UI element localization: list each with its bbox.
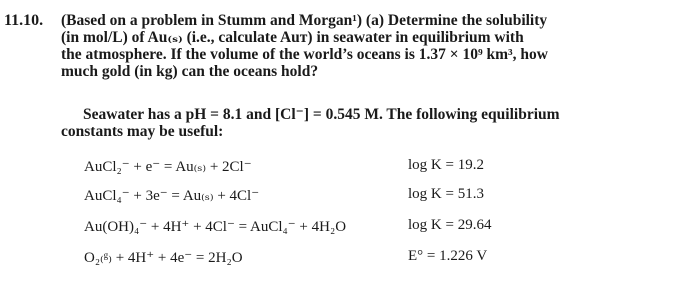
equilibrium-reaction: Au(OH)₄⁻ + 4H⁺ + 4Cl⁻ = AuCl₄⁻ + 4H₂O bbox=[84, 219, 347, 235]
statement-line: much gold (in kg) can the oceans hold? bbox=[61, 63, 319, 80]
equilibrium-constant: E° = 1.226 V bbox=[408, 248, 488, 264]
statement-line: the atmosphere. If the volume of the world’s oceans is 1.37 × 10⁹ km³, how bbox=[61, 46, 548, 63]
equilibrium-constant: log K = 51.3 bbox=[408, 186, 484, 202]
problem-statement bbox=[61, 12, 691, 80]
conditions-line: Seawater has a pH = 8.1 and [Cl⁻] = 0.545 M. The following equilibrium bbox=[83, 106, 560, 123]
problem-number: 11.10. bbox=[4, 12, 44, 29]
equilibrium-constant: log K = 29.64 bbox=[408, 217, 492, 233]
conditions-line: constants may be useful: bbox=[61, 123, 224, 140]
equilibrium-reaction: AuCl₄⁻ + 3e⁻ = Au₍ₛ₎ + 4Cl⁻ bbox=[84, 188, 260, 204]
statement-line: (Based on a problem in Stumm and Morgan¹) (a) Determine the solubility bbox=[61, 12, 548, 29]
equilibrium-constant: log K = 19.2 bbox=[408, 157, 484, 173]
equilibrium-reaction: AuCl₂⁻ + e⁻ = Au₍ₛ₎ + 2Cl⁻ bbox=[84, 159, 252, 175]
equilibrium-reaction: O₂₍ᵍ₎ + 4H⁺ + 4e⁻ = 2H₂O bbox=[84, 250, 243, 266]
given-conditions bbox=[61, 106, 691, 140]
statement-line: (in mol/L) of Au₍ₛ₎ (i.e., calculate Auᴛ) in seawater in equilibrium with bbox=[61, 29, 524, 46]
